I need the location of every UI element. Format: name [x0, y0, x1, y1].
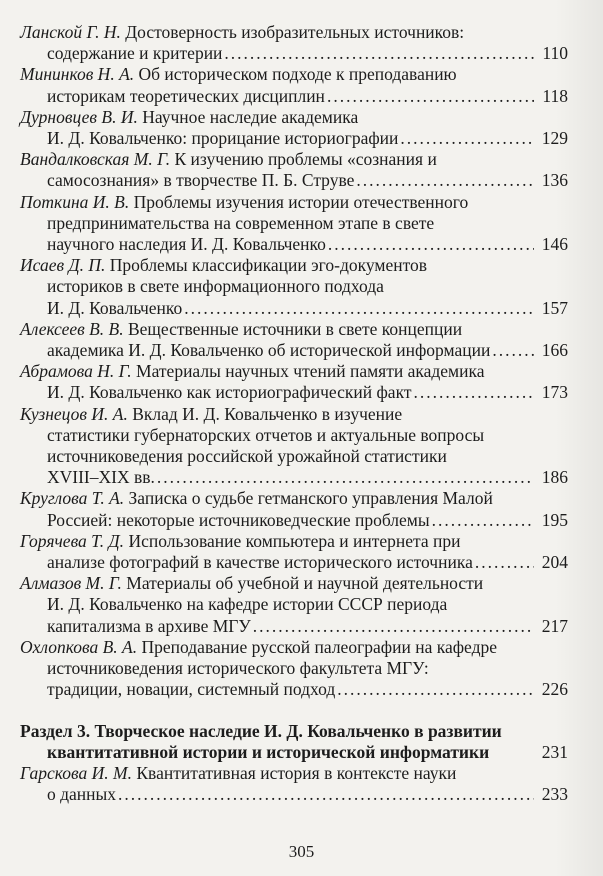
toc-entry-title: историков в свете информационного подхода: [47, 276, 384, 297]
toc-entry-page-number: 157: [541, 297, 568, 318]
toc-leader-dots: [400, 128, 534, 149]
toc-entry-author: Дурновцев В. И.: [20, 106, 138, 127]
toc-entry-title: анализе фотографий в качестве исторического источника: [47, 552, 473, 573]
section-page-number: 231: [541, 741, 568, 762]
toc-entry[interactable]: [20, 255, 568, 319]
toc-entry-line: [20, 319, 568, 340]
toc-leader-dots: [475, 552, 534, 573]
toc-entry-line: [20, 340, 568, 361]
toc-entry[interactable]: [20, 361, 568, 403]
toc-entry-line: [20, 594, 568, 615]
toc-leader-dots: [184, 298, 534, 319]
toc-entry-line: [20, 255, 568, 276]
toc-entry[interactable]: [20, 319, 568, 361]
toc-leader-dots: [432, 510, 534, 531]
toc-leader-dots: [224, 43, 534, 64]
toc-entry-title: капитализма в архиве МГУ: [47, 615, 251, 636]
toc-entry-title: И. Д. Ковальченко как историографический факт: [47, 382, 412, 403]
toc-entry-title: Россией: некоторые источниковедческие проблемы: [47, 509, 430, 530]
toc-entry[interactable]: [20, 64, 568, 106]
section-toc-entries: [20, 763, 568, 805]
toc-entry-title: Преподавание русской палеографии на кафедре: [141, 636, 498, 657]
toc-entry-line: [20, 404, 568, 425]
toc-entry-line: [20, 170, 568, 191]
page-number: 305: [288, 842, 315, 861]
toc-leader-dots: [327, 86, 534, 107]
toc-entry-title: академика И. Д. Ковальченко об исторической информации: [47, 340, 491, 361]
toc-leader-dots: [413, 382, 534, 403]
toc-entry-line: [20, 637, 568, 658]
toc-entry-author: Круглова Т. А.: [20, 488, 125, 509]
section-heading-line-2: [20, 742, 568, 763]
toc-entry-title: о данных: [47, 784, 117, 805]
toc-entry-line: [20, 192, 568, 213]
toc-entry-line: [20, 510, 568, 531]
toc-entry-title: Вклад И. Д. Ковальченко в изучение: [132, 403, 403, 424]
toc-entry[interactable]: [20, 22, 568, 64]
toc-entry[interactable]: [20, 149, 568, 191]
table-of-contents: [20, 22, 568, 805]
toc-entry-title: Квантитативная история в контексте науки: [136, 762, 457, 783]
toc-entry-title: Научное наследие академика: [142, 106, 359, 127]
toc-entry-author: Вандалковская М. Г.: [20, 149, 171, 170]
toc-entry-author: Кузнецов И. А.: [20, 403, 128, 424]
toc-entry-line: [20, 467, 568, 488]
toc-entry-title: самосознания» в творчестве П. Б. Струве: [47, 170, 355, 191]
toc-entry-line: [20, 128, 568, 149]
toc-entry-title: Материалы научных чтений памяти академика: [136, 361, 485, 382]
toc-leader-dots: [118, 784, 534, 805]
toc-entry-page-number: 217: [541, 615, 568, 636]
toc-entry-line: [20, 446, 568, 467]
toc-entry[interactable]: [20, 404, 568, 489]
toc-entry-page-number: 166: [541, 340, 568, 361]
toc-entry-line: [20, 298, 568, 319]
toc-leader-dots: [356, 170, 534, 191]
toc-entry-page-number: 195: [541, 509, 568, 530]
toc-entry-line: [20, 573, 568, 594]
toc-entry-title: статистики губернаторских отчетов и актуальные вопросы: [47, 424, 485, 445]
toc-entry-author: Горячева Т. Д.: [20, 530, 125, 551]
toc-entry-author: Абрамова Н. Г.: [20, 361, 132, 382]
toc-entry-page-number: 204: [541, 552, 568, 573]
toc-entry-title: Проблемы классификации эго-документов: [109, 255, 428, 276]
toc-entry-line: [20, 276, 568, 297]
toc-entry-line: [20, 64, 568, 85]
toc-entry-page-number: 129: [541, 128, 568, 149]
toc-entry-line: [20, 382, 568, 403]
toc-entry-author: Мининков Н. А.: [20, 64, 135, 85]
toc-entry-title: К изучению проблемы «сознания и: [174, 149, 437, 170]
toc-entry[interactable]: [20, 192, 568, 256]
toc-entries: [20, 22, 568, 701]
toc-entry-title: Об историческом подходе к преподаванию: [138, 64, 457, 85]
toc-entry-author: Охлопкова В. А.: [20, 636, 138, 657]
toc-leader-dots: [492, 340, 534, 361]
section-heading-text-1: Раздел 3. Творческое наследие И. Д. Ковальченко в развитии: [20, 720, 502, 741]
toc-entry-title: источниковедения российской урожайной статистики: [47, 446, 447, 467]
toc-entry-author: Исаев Д. П.: [20, 255, 106, 276]
section-heading-line-1: [20, 721, 568, 742]
toc-leader-dots: [337, 679, 534, 700]
toc-entry-title: источниковедения исторического факультета МГУ:: [47, 658, 429, 679]
toc-entry-title: Вещественные источники в свете концепции: [127, 318, 463, 339]
toc-entry-page-number: 233: [541, 784, 568, 805]
toc-entry-title: И. Д. Ковальченко: прорицание историографии: [47, 128, 399, 149]
toc-entry-page-number: 136: [541, 170, 568, 191]
section-heading-text-2: квантитативной истории и исторической информатики: [47, 741, 490, 762]
toc-entry-page-number: 186: [541, 467, 568, 488]
toc-entry-title: XVIII–XIX вв.: [47, 467, 155, 488]
toc-entry-line: [20, 22, 568, 43]
section-heading: [20, 721, 568, 763]
toc-entry-line: [20, 234, 568, 255]
toc-entry-title: Проблемы изучения истории отечественного: [133, 191, 469, 212]
toc-entry-title: Материалы об учебной и научной деятельности: [126, 573, 484, 594]
toc-entry-line: [20, 361, 568, 382]
toc-entry-title: И. Д. Ковальченко: [47, 297, 183, 318]
toc-entry-line: [20, 425, 568, 446]
toc-entry-line: [20, 616, 568, 637]
toc-entry[interactable]: [20, 573, 568, 637]
toc-entry-author: Поткина И. В.: [20, 191, 130, 212]
toc-entry-author: Алмазов М. Г.: [20, 573, 122, 594]
toc-entry-page-number: 146: [541, 234, 568, 255]
toc-entry-line: [20, 784, 568, 805]
toc-leader-dots: [328, 234, 534, 255]
toc-entry-page-number: 226: [541, 679, 568, 700]
toc-entry-title: научного наследия И. Д. Ковальченко: [47, 234, 326, 255]
toc-entry[interactable]: [20, 531, 568, 573]
toc-entry-author: Ланской Г. Н.: [20, 22, 121, 42]
toc-entry-line: [20, 763, 568, 784]
toc-entry-line: [20, 86, 568, 107]
toc-entry-line: [20, 552, 568, 573]
toc-entry-title: Записка о судьбе гетманского управления Малой: [128, 488, 493, 509]
toc-leader-dots: [253, 616, 534, 637]
toc-entry[interactable]: [20, 107, 568, 149]
toc-entry-line: [20, 107, 568, 128]
toc-entry-line: [20, 43, 568, 64]
toc-entry-line: [20, 531, 568, 552]
toc-entry-title: историкам теоретических дисциплин: [47, 85, 325, 106]
toc-entry-line: [20, 488, 568, 509]
toc-entry-title: традиции, новации, системный подход: [47, 679, 336, 700]
toc-entry-line: [20, 679, 568, 700]
toc-entry-author: Гарскова И. М.: [20, 762, 132, 783]
toc-leader-dots: [157, 467, 534, 488]
toc-entry-page-number: 110: [542, 43, 568, 64]
toc-entry[interactable]: [20, 488, 568, 530]
toc-entry-line: [20, 658, 568, 679]
toc-entry-line: [20, 149, 568, 170]
toc-entry-title: предпринимательства на современном этапе в свете: [47, 212, 435, 233]
toc-entry-line: [20, 213, 568, 234]
toc-entry-title: Достоверность изобразительных источников:: [125, 22, 465, 42]
toc-entry-title: Использование компьютера и интернета при: [128, 530, 461, 551]
toc-entry-title: содержание и критерии: [47, 43, 223, 64]
toc-entry-title: И. Д. Ковальченко на кафедре истории СССР периода: [47, 594, 448, 615]
toc-entry-author: Алексеев В. В.: [20, 318, 124, 339]
toc-entry-page-number: 118: [542, 85, 568, 106]
toc-entry-page-number: 173: [541, 382, 568, 403]
toc-entry[interactable]: [20, 637, 568, 701]
toc-entry[interactable]: [20, 763, 568, 805]
